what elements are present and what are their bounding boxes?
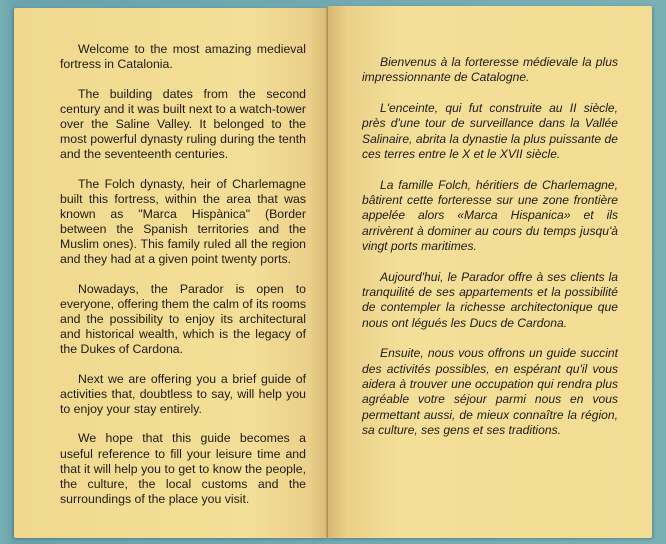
left-page <box>14 8 328 538</box>
paragraph: Welcome to the most amazing medieval fortress in Catalonia. <box>60 42 306 72</box>
paragraph: The building dates from the second century and it was built next to a watch-tower over the Saline Valley. It belonged to the most powerful dynasty ruling during the tenth and the seventeenth centuries. <box>60 86 306 162</box>
english-text <box>60 42 306 521</box>
right-page <box>328 6 652 538</box>
paragraph: La famille Folch, héritiers de Charlemagne, bâtirent cette forteresse sur une zone frontière appelée alors «Marca Hispanica» et ils arrivèrent à dominer au cours du temps jusqu'à vingt ports maritimes. <box>362 177 618 253</box>
paragraph: We hope that this guide becomes a useful reference to fill your leisure time and that it will help you to get to know the people, the culture, the local customs and the surroundings of the place you visit. <box>60 431 306 506</box>
paragraph: L'enceinte, qui fut construite au II siècle, près d'une tour de surveillance dans la Vallée Salinaire, abrita la dynastie la plus puissante de ces terres entre le X et le XVII siècle. <box>362 101 618 161</box>
paragraph: The Folch dynasty, heir of Charlemagne built this fortress, within the area that was known as "Marca Hispànica" (Border between the Spanish territories and the Muslim ones). This family ruled all the region and they had at a given point twenty ports. <box>60 176 306 267</box>
paragraph: Ensuite, nous vous offrons un guide succint des activités possibles, en espérant qu'il vous aidera à trouver une occupation qui rendra plus agréable votre séjour parmi nous en vous permettant aussi, de mieux connaître la région, sa culture, ses gens et ses traditions. <box>362 346 618 437</box>
paragraph: Aujourd'hui, le Parador offre à ses clients la tranquilité de ses appartements et la possibilité de contempler la richesse architectonique que nous ont légués les Ducs de Cardona. <box>362 269 618 330</box>
french-text <box>362 55 618 454</box>
paragraph: Bienvenus à la forteresse médievale la plus impressionnante de Catalogne. <box>362 55 618 85</box>
paragraph: Next we are offering you a brief guide of activities that, doubtless to say, will help you to enjoy your stay entirely. <box>60 371 306 416</box>
paragraph: Nowadays, the Parador is open to everyone, offering them the calm of its rooms and the possibility to enjoy its architectural and historical wealth, which is the legacy of the Dukes of Cardona. <box>60 281 306 357</box>
